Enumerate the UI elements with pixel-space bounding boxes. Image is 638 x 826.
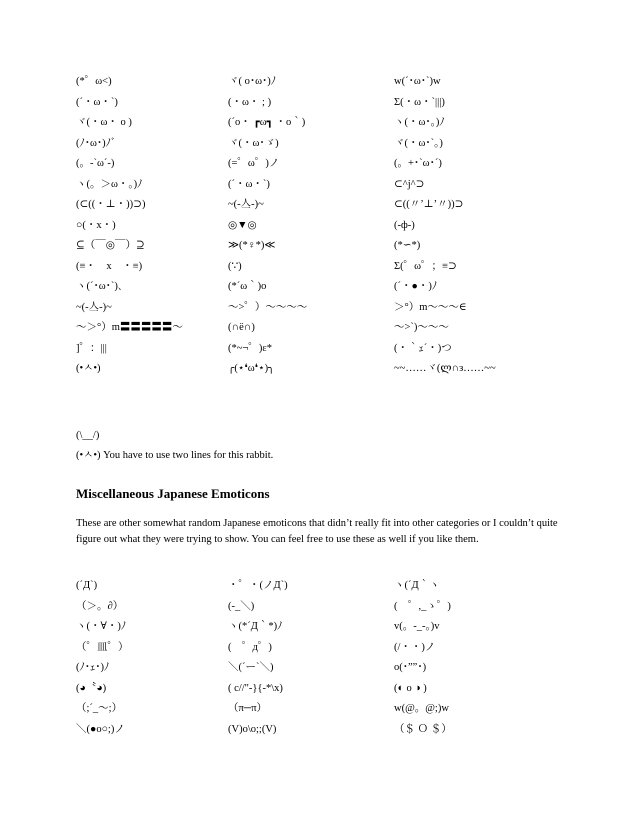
- emoticon-cell: ヾ(・ω・ o ): [76, 117, 132, 128]
- emoticon-cell: ]゜：|||: [76, 342, 107, 354]
- emoticon-cell: ╭(⋆❛ω❛⋆)╮: [228, 363, 275, 374]
- emoticon-cell: ＞°）m〜〜〜∈: [394, 301, 467, 313]
- emoticon-cell: （＄ Ｏ ＄）: [394, 723, 452, 735]
- emoticon-cell: ヽ(・∀・)ﾉ: [76, 621, 127, 632]
- emoticon-cell: (。+･`ω･´): [394, 158, 442, 169]
- emoticon-cell: ヽ(。＞ω・。)ﾉ: [76, 178, 143, 190]
- emoticon-cell: ヽ(´Д｀ヽ: [394, 580, 440, 591]
- emoticon-cell: (。-`ω´-): [76, 158, 115, 169]
- emoticon-cell: (⊂((・⊥・))⊃): [76, 199, 146, 210]
- rabbit-line-1: (\__/): [76, 430, 100, 441]
- emoticon-cell: ( ゜д゜): [228, 641, 272, 653]
- emoticon-cell: ヾ(・ω･`。): [394, 137, 443, 149]
- emoticon-cell: (・ω・ ; ): [228, 96, 272, 108]
- emoticon-cell: ⊆（￣◎￣）⊇: [76, 240, 145, 251]
- emoticon-cell: (◕〝◕): [76, 682, 107, 694]
- emoticon-cell: (ﾉ･ω･)ﾉﾞ: [76, 137, 117, 149]
- emoticon-cell: o(･””･): [394, 662, 427, 673]
- emoticon-cell: ヽ(・ω･。)ﾉ: [394, 117, 445, 128]
- emoticon-cell: (•ㅅ•): [76, 363, 101, 374]
- emoticon-cell: (-ф-): [394, 219, 415, 231]
- emoticon-cell: ~(-亼-)~: [228, 199, 264, 210]
- emoticon-cell: (-_＼): [228, 600, 255, 612]
- emoticon-cell: （π─π）: [228, 703, 268, 714]
- emoticon-cell: (´・●・)ﾉ: [394, 281, 438, 292]
- emoticon-cell: ◎▼◎: [228, 219, 257, 231]
- emoticon-cell: v(。-_-。)v: [394, 621, 440, 632]
- emoticon-cell: ( c//"-}{-*\x): [228, 682, 283, 694]
- emoticon-cell: （゜皿゜）: [76, 641, 129, 653]
- emoticon-cell: 〜＞°）m〓〓〓〓〓〜: [76, 322, 183, 333]
- emoticon-cell: ≫(*♀*)≪: [228, 240, 276, 251]
- emoticon-cell: ・゜・(ノД`): [228, 580, 288, 591]
- emoticon-cell: ~(-亼-)~: [76, 301, 112, 313]
- emoticon-cell: (=゜ω゜)ノ: [228, 158, 280, 169]
- emoticon-cell: (V)o\o;;(V): [228, 723, 277, 735]
- emoticon-cell: (ﾉ･ｪ･)ﾉ: [76, 662, 110, 673]
- section-heading: Miscellaneous Japanese Emoticons: [76, 486, 270, 501]
- emoticon-cell: ヾ( o･ω･)ﾉ: [228, 76, 277, 87]
- emoticon-cell: (*~¬゜)ε*: [228, 342, 273, 354]
- emoticon-cell: 〜>゜）〜〜〜〜: [228, 301, 308, 313]
- emoticon-cell: ○(・x・): [76, 219, 116, 231]
- emoticon-cell: (*∽*): [394, 240, 421, 251]
- emoticon-cell: (≡・ x ・≡): [76, 260, 143, 272]
- emoticon-cell: ＼(´ー`＼): [228, 662, 274, 673]
- emoticon-cell: (*´ω｀)o: [228, 281, 267, 292]
- emoticon-cell: (´o・ ┏ω┓ ・o｀): [228, 117, 306, 128]
- emoticon-cell: (∩ё∩): [228, 322, 255, 333]
- emoticon-cell: (◐ o ◑ ): [394, 682, 427, 694]
- emoticon-cell: (・｀ｪ´・)つ: [394, 342, 452, 354]
- emoticon-cell: ~~……ヾ(ლ∩з……~~: [394, 363, 496, 374]
- emoticon-cell: Σ(・ω・`|||): [394, 96, 445, 108]
- emoticon-cell: w(@。@;)w: [394, 703, 449, 714]
- emoticon-cell: （;´_〜;）: [76, 703, 123, 714]
- emoticon-cell: (/・・)ノ: [394, 641, 436, 653]
- emoticon-cell: (´・ω・`): [76, 96, 118, 108]
- emoticon-cell: ⊂((〃’⊥’〃))⊃: [394, 199, 464, 210]
- emoticon-cell: ヾ(・ω･ゞ): [228, 137, 279, 149]
- emoticon-cell: ( ゜,_ゝ゜): [394, 600, 451, 612]
- emoticon-cell: (*゜ω<): [76, 76, 112, 87]
- emoticon-cell: (∵): [228, 260, 242, 272]
- rabbit-line-2: (•ㅅ•) You have to use two lines for this rabbit.: [76, 450, 274, 461]
- emoticon-cell: ⊂^j^⊃: [394, 178, 425, 190]
- emoticon-cell: w(´･ω･`)w: [394, 76, 441, 87]
- emoticon-cell: ヽ(´･ω･`)､: [76, 281, 124, 292]
- emoticon-cell: 〜>`)〜〜〜: [394, 322, 449, 333]
- emoticon-cell: ヽ(*´Д｀*)ﾉ: [228, 621, 283, 632]
- emoticon-cell: ＼(●o○;)ノ: [76, 723, 125, 735]
- emoticon-cell: (´Д`): [76, 580, 98, 591]
- emoticon-cell: Σ(゜ω゜；≡⊃: [394, 260, 457, 272]
- emoticon-cell: (´・ω・`): [228, 178, 270, 190]
- emoticon-cell: （＞。∂）: [76, 600, 124, 612]
- section-paragraph: These are other somewhat random Japanese emoticons that didn’t really fit into other categories or I couldn’t quite figure out what they were trying to show. You can feel free to use these as well if you like them.: [76, 518, 558, 545]
